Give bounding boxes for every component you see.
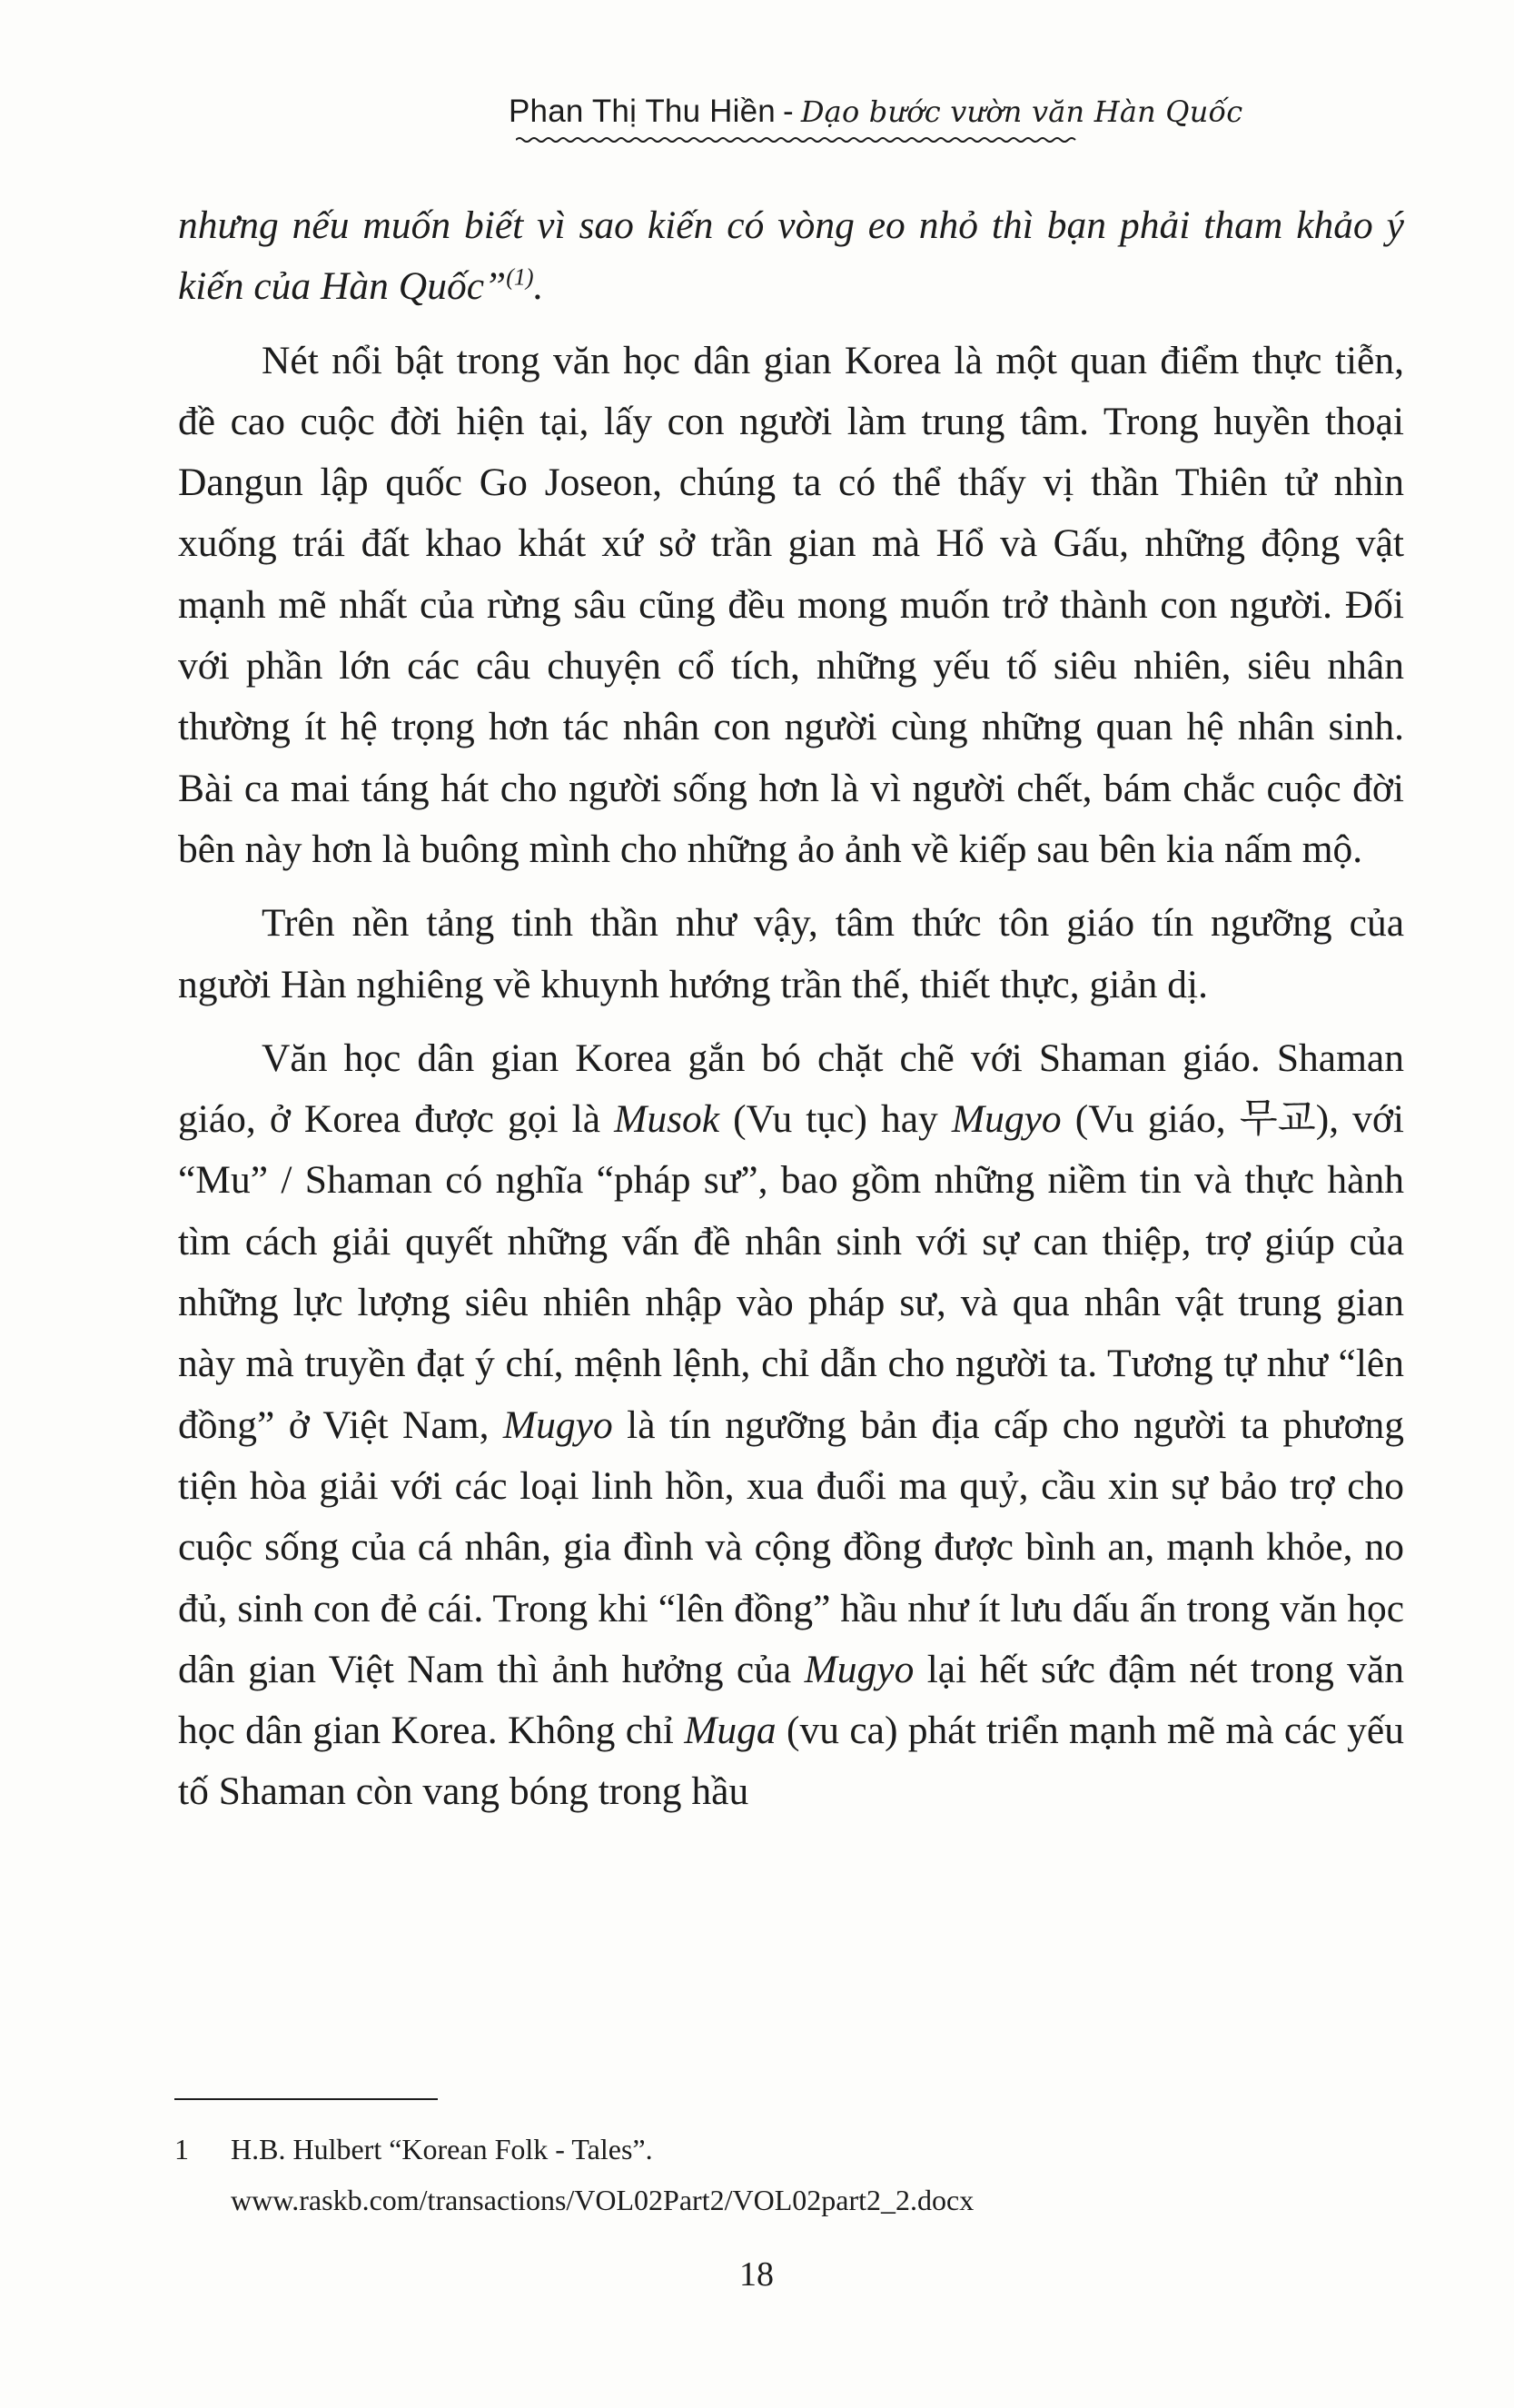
footnote-1 xyxy=(174,2124,1173,2225)
p4-segment: (vu ca) phát triển mạnh mẽ mà các yếu tố Shaman còn vang bóng trong hầu xyxy=(178,1709,1404,1814)
p4-segment: Văn học dân gian Korea gắn bó chặt chẽ với Shaman giáo. Shaman giáo, ở Korea được gọi là xyxy=(178,1036,1404,1142)
paragraph-1-tail: . xyxy=(533,264,544,309)
footnote-divider xyxy=(174,2098,438,2100)
footnote-url: www.raskb.com/transactions/VOL02Part2/VOL02part2_2.docx xyxy=(231,2184,975,2216)
header-wavy-rule xyxy=(516,136,1077,144)
footnotes xyxy=(174,2124,1173,2225)
p4-segment: lại hết sức đậm nét trong văn học dân gian Korea. Không chỉ xyxy=(178,1647,1404,1753)
footnote-number: 1 xyxy=(174,2133,189,2165)
paragraph-2: Nét nổi bật trong văn học dân gian Korea là một quan điểm thực tiễn, đề cao cuộc đời hiện tại, lấy con người làm trung tâm. Trong huyền thoại Dangun lập quốc Go Joseon, chúng ta có thể thấy vị thần Thiên tử nhìn xuống trái đất khao khát xứ sở trần gian mà Hổ và Gấu, những động vật mạnh mẽ nhất của rừng sâu cũng đều mong muốn trở thành con người. Đối với phần lớn các câu chuyện cổ tích, những yếu tố siêu nhiên, siêu nhân thường ít hệ trọng hơn tác nhân con người cùng những quan hệ nhân sinh. Bài ca mai táng hát cho người sống hơn là vì người chết, bám chắc cuộc đời bên này hơn là buông mình cho những ảo ảnh về kiếp sau bên kia nấm mộ. xyxy=(178,338,1404,871)
term-musok: Musok xyxy=(614,1097,720,1142)
page-number: 18 xyxy=(739,2255,774,2294)
p4-segment: là tín ngưỡng bản địa cấp cho người ta phương tiện hòa giải với các loại linh hồn, xua đuổi ma quỷ, cầu xin sự bảo trợ cho cuộc sống của cá nhân, gia đình và cộng đồng được bình an, mạnh khỏe, no đủ, sinh con đẻ cái. Trong khi “lên đồng” hầu như ít lưu dấu ấn trong văn học dân gian Việt Nam thì ảnh hưởng của xyxy=(178,1402,1404,1691)
header-author: Phan Thị Thu Hiền xyxy=(509,94,776,129)
paragraph-4 xyxy=(178,1028,1404,1823)
term-mugyo: Mugyo xyxy=(804,1647,915,1691)
p4-segment: (Vu giáo, 무교), với “Mu” / Shaman có nghĩa “pháp sư”, bao gồm những niềm tin và thực hành tìm cách giải quyết những vấn đề nhân sinh với sự can thiệp, trợ giúp của những lực lượng siêu nhiên nhập vào pháp sư, và qua nhân vật trung gian này mà truyền đạt ý chí, mệnh lệnh, chỉ dẫn cho người ta. Tương tự như “lên đồng” ở Việt Nam, xyxy=(178,1097,1404,1447)
paragraph-1-text: nhưng nếu muốn biết vì sao kiến có vòng eo nhỏ thì bạn phải tham khảo ý kiến của Hàn Quốc” xyxy=(178,203,1404,309)
footnote-reference: (1) xyxy=(506,263,534,291)
paragraph-1 xyxy=(178,195,1404,318)
paragraph-3: Trên nền tảng tinh thần như vậy, tâm thức tôn giáo tín ngưỡng của người Hàn nghiêng về khuynh hướng trần thế, thiết thực, giản dị. xyxy=(178,901,1404,1006)
footnote-citation: H.B. Hulbert “Korean Folk - Tales”. xyxy=(231,2133,653,2165)
term-muga: Muga xyxy=(684,1709,777,1753)
header-book-title: Dạo bước vườn văn Hàn Quốc xyxy=(800,94,1243,129)
term-mugyo: Mugyo xyxy=(951,1097,1062,1142)
term-mugyo: Mugyo xyxy=(502,1402,613,1447)
running-header xyxy=(509,91,1243,133)
body-text xyxy=(178,195,1404,1823)
p4-segment: (Vu tục) hay xyxy=(719,1097,952,1142)
header-separator: - xyxy=(782,94,794,129)
